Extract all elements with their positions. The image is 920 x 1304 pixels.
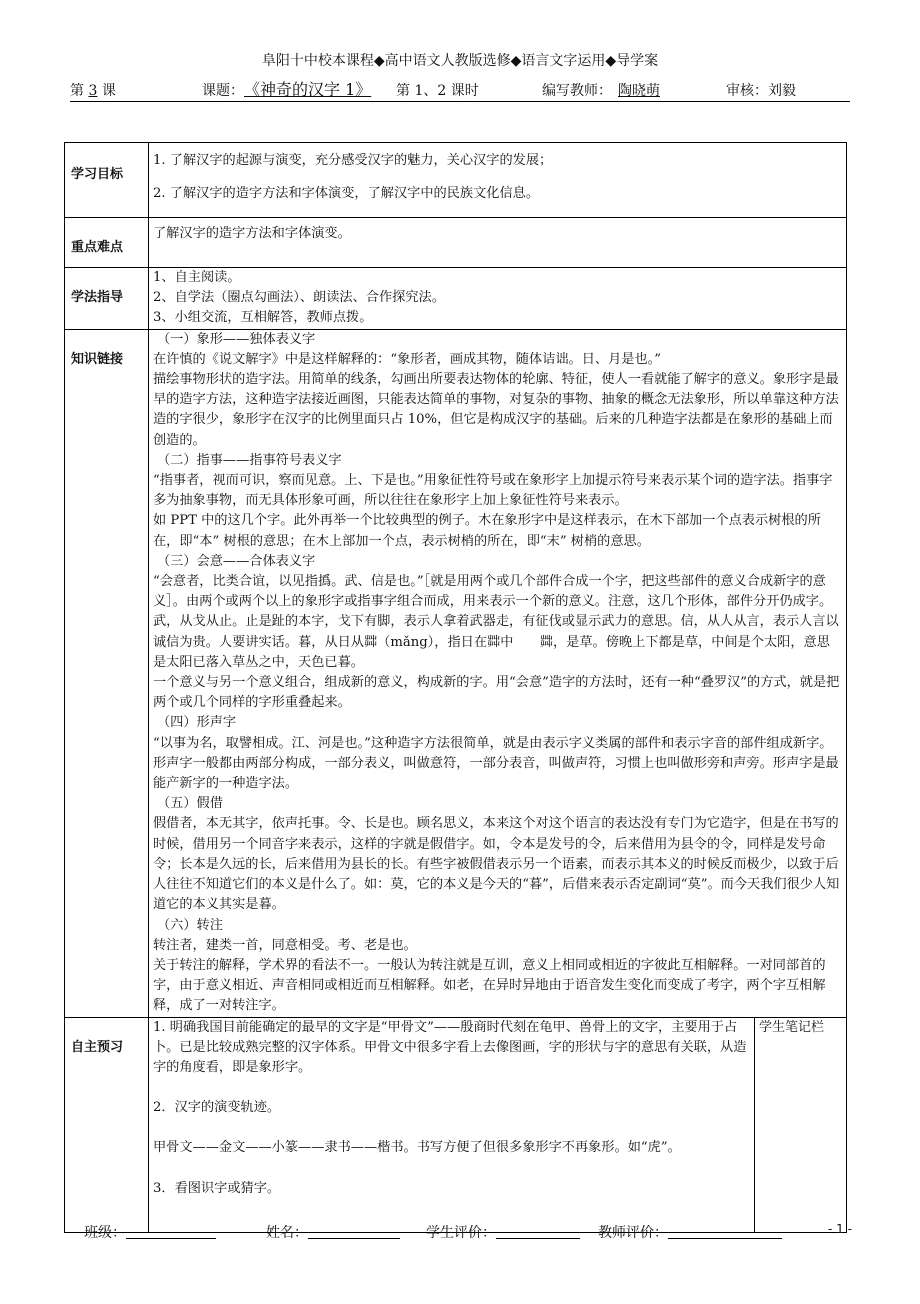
objectives-content [149, 143, 847, 218]
student-notes-column: 学生笔记栏 [755, 1017, 847, 1232]
paragraph: “指事者，视而可识，察而见意。上、下是也。”用象征性符号或在象形字上加提示符号来表示某个词的造字法。指事字多为抽象事物，而无具体形象可画，所以往往在象形字上加上象征性符号来表示。 [153, 473, 833, 509]
paragraph: 关于转注的解释，学术界的看法不一。一般认为转注就是互训，意义上相同或相近的字彼此互相解释。一对同部首的字，由于意义相近、声音相同或相近而互相解释。如老，在异时异地由于语音发生变化而变成了考字，两个字互相解释，成了一对转注字。 [153, 957, 826, 1014]
lesson-periods: 第 1、2 课时 [396, 83, 479, 99]
section-heading: （一）象形——独体表义字 [157, 331, 316, 347]
lesson-topic: 《神奇的汉字 1》 [244, 80, 372, 99]
method-item: 3、小组交流，互相解答，教师点拨。 [153, 310, 373, 326]
header-rule [70, 101, 850, 102]
knowledge-label: 知识链接 [65, 329, 149, 1017]
lesson-number-value: 3 [88, 83, 98, 99]
teacher-label: 编写教师： [542, 83, 612, 99]
topic-label: 课题： [202, 83, 244, 99]
paragraph: 1. 明确我国目前能确定的最早的文字是“甲骨文”——殷商时代刻在龟甲、兽骨上的文字，主要用于占卜。已是比较成熟完整的汉字体系。甲骨文中很多字看上去像图画，字的形状与字的意思有关联，从造字的角度看，即是象形字。 [153, 1019, 747, 1075]
teacher-eval-input-line[interactable] [668, 1222, 782, 1239]
section-heading: （四）形声字 [157, 715, 237, 731]
paragraph: 如 PPT 中的这几个字。此外再举一个比较典型的例子。木在象形字中是这样表示，在木下部加一个点表示树根的所在，即“本” 树根的意思；在木上部加一个点，表示树梢的所在，即“末” 树梢的意思。 [153, 513, 821, 549]
paragraph: 甲骨文——金文——小篆——隶书——楷书。书写方便了但很多象形字不再象形。如“虎”。 [153, 1140, 681, 1156]
knowledge-row [65, 329, 847, 1017]
paragraph: 转注者，建类一首，同意相受。考、老是也。 [153, 937, 417, 953]
class-field: 班级： [84, 1222, 126, 1242]
page-number: - 1 - [828, 1222, 852, 1236]
name-field: 姓名： [266, 1222, 308, 1242]
method-item: 2、自学法（圈点勾画法）、朗读法、合作探究法。 [153, 290, 445, 306]
study-guide-table [64, 142, 847, 1233]
paragraph: 描绘事物形状的造字法。用简单的线条，勾画出所要表达物体的轮廓、特征，使人一看就能了解字的意义。象形字是最早的造字方法，这种造字法接近画图，只能表达简单的事物，对复杂的事物、抽象的概念无法象形，所以单靠这种方法造的字很少，象形字在汉字的比例里面只占 10%，但它是构成汉字的基础。后来的几种造字法都是在象形的基础上而创造的。 [153, 372, 839, 448]
objectives-label: 学习目标 [65, 143, 149, 218]
footer [84, 1222, 854, 1246]
section-heading: （五）假借 [157, 796, 223, 812]
paragraph: 3．看图识字或猜字。 [153, 1180, 281, 1196]
section-heading: （二）指事——指事符号表义字 [157, 452, 342, 468]
paragraph: 假借者，本无其字，依声托事。令、长是也。顾名思义，本来这个对这个语言的表达没有专门为它造字，但是在书写的时候，借用另一个同音字来表示，这样的字就是假借字。如，令本是发号的令，后来借用为县令的令，同样是发号命令；长本是久远的长，后来借用为县长的长。有些字被假借表示另一个语素，而表示其本义的时候反而极少，以致于后人往往不知道它们的本义是什么了。如：莫，它的本义是今天的“暮”，后借来表示否定副词“莫”。而今天我们很少人知道它的本义其实是暮。 [153, 816, 840, 913]
section-heading: （六）转注 [157, 917, 223, 933]
paragraph: 一个意义与另一个意义组合，组成新的意义，构成新的字。用“会意”造字的方法时，还有一种“叠罗汉”的方式，就是把两个或几个同样的字形重叠起来。 [153, 675, 840, 711]
spacer [153, 1118, 750, 1138]
paragraph: 在许慎的《说文解字》中是这样解释的：“象形者，画成其物，随体诘诎。日、月是也。” [153, 351, 662, 367]
method-row [65, 268, 847, 330]
lesson-number: 第 3 课 [70, 83, 116, 99]
knowledge-content [149, 329, 847, 1017]
objective-item: 2. 了解汉字的造字方法和字体演变，了解汉字中的民族文化信息。 [153, 186, 540, 202]
spacer [153, 1078, 750, 1098]
objectives-row [65, 143, 847, 218]
paragraph: 2．汉字的演变轨迹。 [153, 1100, 281, 1116]
method-label: 学法指导 [65, 268, 149, 330]
preview-label: 自主预习 [65, 1017, 149, 1232]
focus-row [65, 218, 847, 268]
focus-content: 了解汉字的造字方法和字体演变。 [149, 218, 847, 268]
method-item: 1、自主阅读。 [153, 270, 241, 285]
student-eval-field: 学生评价： [426, 1222, 496, 1242]
name-input-line[interactable] [308, 1222, 400, 1239]
header-title: 阜阳十中校本课程◆高中语文人教版选修◆语言文字运用◆导学案 [261, 53, 659, 69]
section-heading: （三）会意——合体表义字 [157, 553, 316, 569]
preview-content [149, 1017, 755, 1232]
student-eval-input-line[interactable] [496, 1222, 580, 1239]
class-input-line[interactable] [126, 1222, 216, 1239]
teacher-eval-field: 教师评价： [598, 1222, 668, 1242]
preview-row [65, 1017, 847, 1232]
paragraph: “会意者，比类合谊，以见指撝。武、信是也。”［就是用两个或几个部件合成一个字，把这些部件的意义合成新字的意义］。由两个或两个以上的象形字或指事字组合而成，用来表示一个新的意义。注意，这几个形体，部件分开仍成字。武，从戈从止。止是趾的本字，戈下有脚，表示人拿着武器走，有征伐或显示武力的意思。信，从人从言，表示人言以诚信为贵。人要讲实话。暮，从日从茻（mǎng），指日在茻中 茻，是草。傍晚上下都是草，中间是个太阳，意思是太阳已落入草丛之中，天色已暮。 [153, 574, 839, 670]
method-content [149, 268, 847, 330]
paragraph: “以事为名，取譬相成。江、河是也。”这种造字方法很简单，就是由表示字义类属的部件和表示字音的部件组成新字。形声字一般都由两部分构成，一部分表义，叫做意符，一部分表音，叫做声符，习惯上也叫做形旁和声旁。形声字是最能产新字的一种造字法。 [153, 735, 839, 792]
spacer [153, 1159, 750, 1179]
reviewer: 审核：刘毅 [726, 83, 796, 99]
header-info-line [70, 76, 850, 102]
focus-label: 重点难点 [65, 218, 149, 268]
teacher-name: 陶晓萌 [618, 83, 660, 99]
objective-item: 1. 了解汉字的起源与演变，充分感受汉字的魅力，关心汉字的发展； [153, 153, 553, 168]
